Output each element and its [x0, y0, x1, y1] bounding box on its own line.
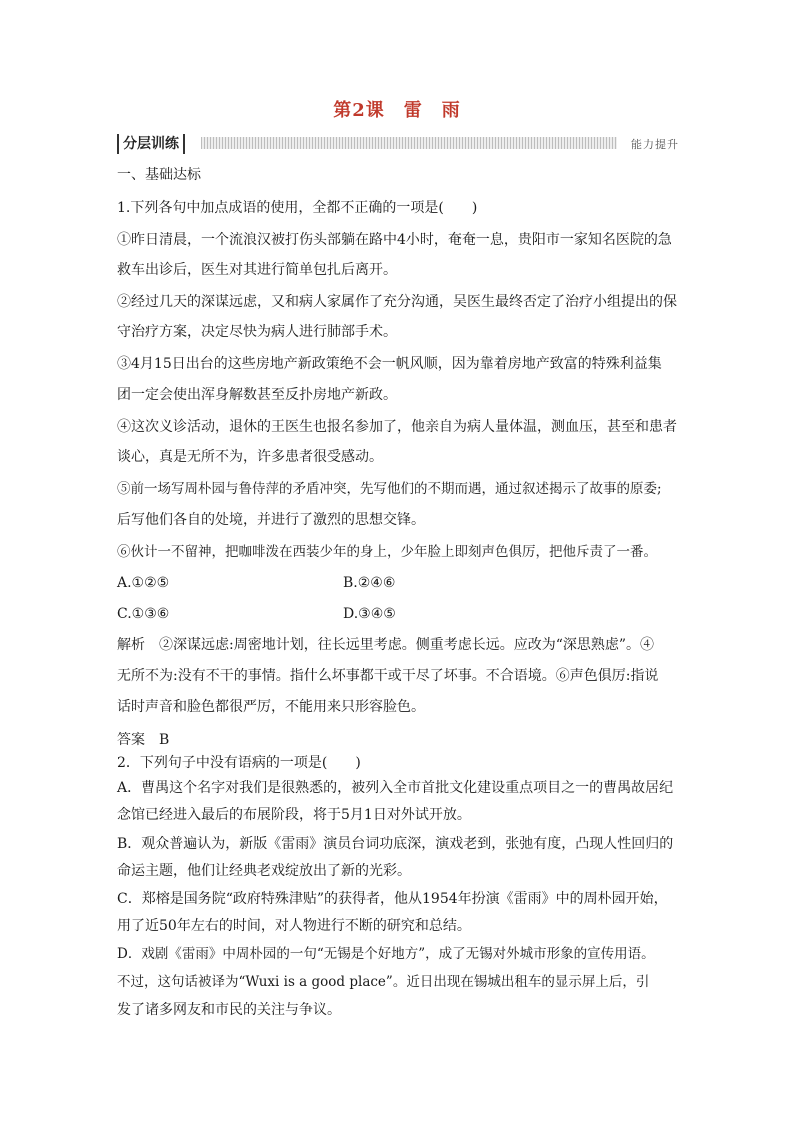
q2-line: 命运主题，他们让经典老戏绽放出了新的光彩。 — [117, 863, 411, 879]
q2-line: A．曹禺这个名字对我们是很熟悉的，被列入全市首批文化建设重点项目之一的曹禺故居纪 — [117, 780, 674, 796]
q1-line: ⑥伙计一不留神，把咖啡泼在西装少年的身上，少年脸上即刻声色俱厉，把他斥责了一番。 — [117, 544, 657, 560]
q2-line: 不过，这句话被译为“Wuxi is a good place”。近日出现在锡城出租车的显示屏上后，引 — [117, 974, 650, 990]
q1-line: 救车出诊后，医生对其进行简单包扎后离开。 — [117, 262, 397, 278]
q1-line: 守治疗方案，决定尽快为病人进行肺部手术。 — [117, 324, 397, 340]
q2-line: D．戏剧《雷雨》中周朴园的一句“无锡是个好地方”，成了无锡对外城市形象的宣传用语。 — [117, 946, 655, 962]
banner-right-label: 能力提升 — [631, 138, 679, 151]
q1-option-a: A.①②⑤ — [117, 575, 170, 591]
lesson-title: 第2课 雷 雨 — [333, 100, 461, 121]
q2-stem: 2．下列句子中没有语病的一项是( ) — [117, 755, 361, 771]
banner-label: 分层训练 — [117, 134, 185, 154]
q1-option-d: D.③④⑤ — [343, 606, 396, 622]
q2-line: 念馆已经进入最后的布展阶段，将于5月1日对外试开放。 — [117, 807, 471, 823]
q2-line: B．观众普遍认为，新版《雷雨》演员台词功底深，演戏老到，张弛有度，凸现人性回归的 — [117, 836, 674, 852]
q2-line: 发了诸多网友和市民的关注与争议。 — [117, 1002, 341, 1018]
q1-line: ②经过几天的深谋远虑，又和病人家属作了充分沟通，吴医生最终否定了治疗小组提出的保 — [117, 294, 677, 310]
q1-line: 谈心，真是无所不为，许多患者很受感动。 — [117, 449, 383, 465]
q1-answer: 答案 B — [117, 732, 170, 748]
section-heading: 一、基础达标 — [117, 167, 201, 183]
q1-option-b: B.②④⑥ — [343, 575, 396, 591]
q1-analysis-line: 无所不为:没有不干的事情。指什么坏事都干或干尽了坏事。不合语境。⑥声色俱厉:指说 — [117, 668, 659, 684]
q2-line: C．郑榕是国务院“政府特殊津贴”的获得者，他从1954年扮演《雷雨》中的周朴园开始， — [117, 891, 668, 907]
q1-line: ⑤前一场写周朴园与鲁侍萍的矛盾冲突，先写他们的不期而遇，通过叙述揭示了故事的原委; — [117, 481, 662, 497]
q1-line: 团一定会使出浑身解数甚至反扑房地产新政。 — [117, 387, 397, 403]
q1-analysis-line: 解析 ②深谋远虑:周密地计划，往长远里考虑。侧重考虑长远。应改为“深思熟虑”。④ — [117, 637, 655, 653]
q1-line: ①昨日清晨，一个流浪汉被打伤头部躺在路中4小时，奄奄一息，贵阳市一家知名医院的急 — [117, 232, 672, 248]
q1-line: ④这次义诊活动，退休的王医生也报名参加了，他亲自为病人量体温，测血压，甚至和患者 — [117, 419, 677, 435]
q1-analysis-line: 话时声音和脸色都很严厉，不能用来只形容脸色。 — [117, 699, 425, 715]
q2-line: 用了近50年左右的时间，对人物进行不断的研究和总结。 — [117, 918, 471, 934]
q1-line: 后写他们各自的处境，并进行了激烈的思想交锋。 — [117, 512, 425, 528]
section-banner — [117, 134, 679, 154]
q1-line: ③4月15日出台的这些房地产新政策绝不会一帆风顺，因为靠着房地产致富的特殊利益集 — [117, 356, 662, 372]
q1-option-c: C.①③⑥ — [117, 606, 170, 622]
banner-pattern — [201, 137, 617, 149]
q1-stem: 1.下列各句中加点成语的使用，全都不正确的一项是( ) — [117, 200, 478, 216]
